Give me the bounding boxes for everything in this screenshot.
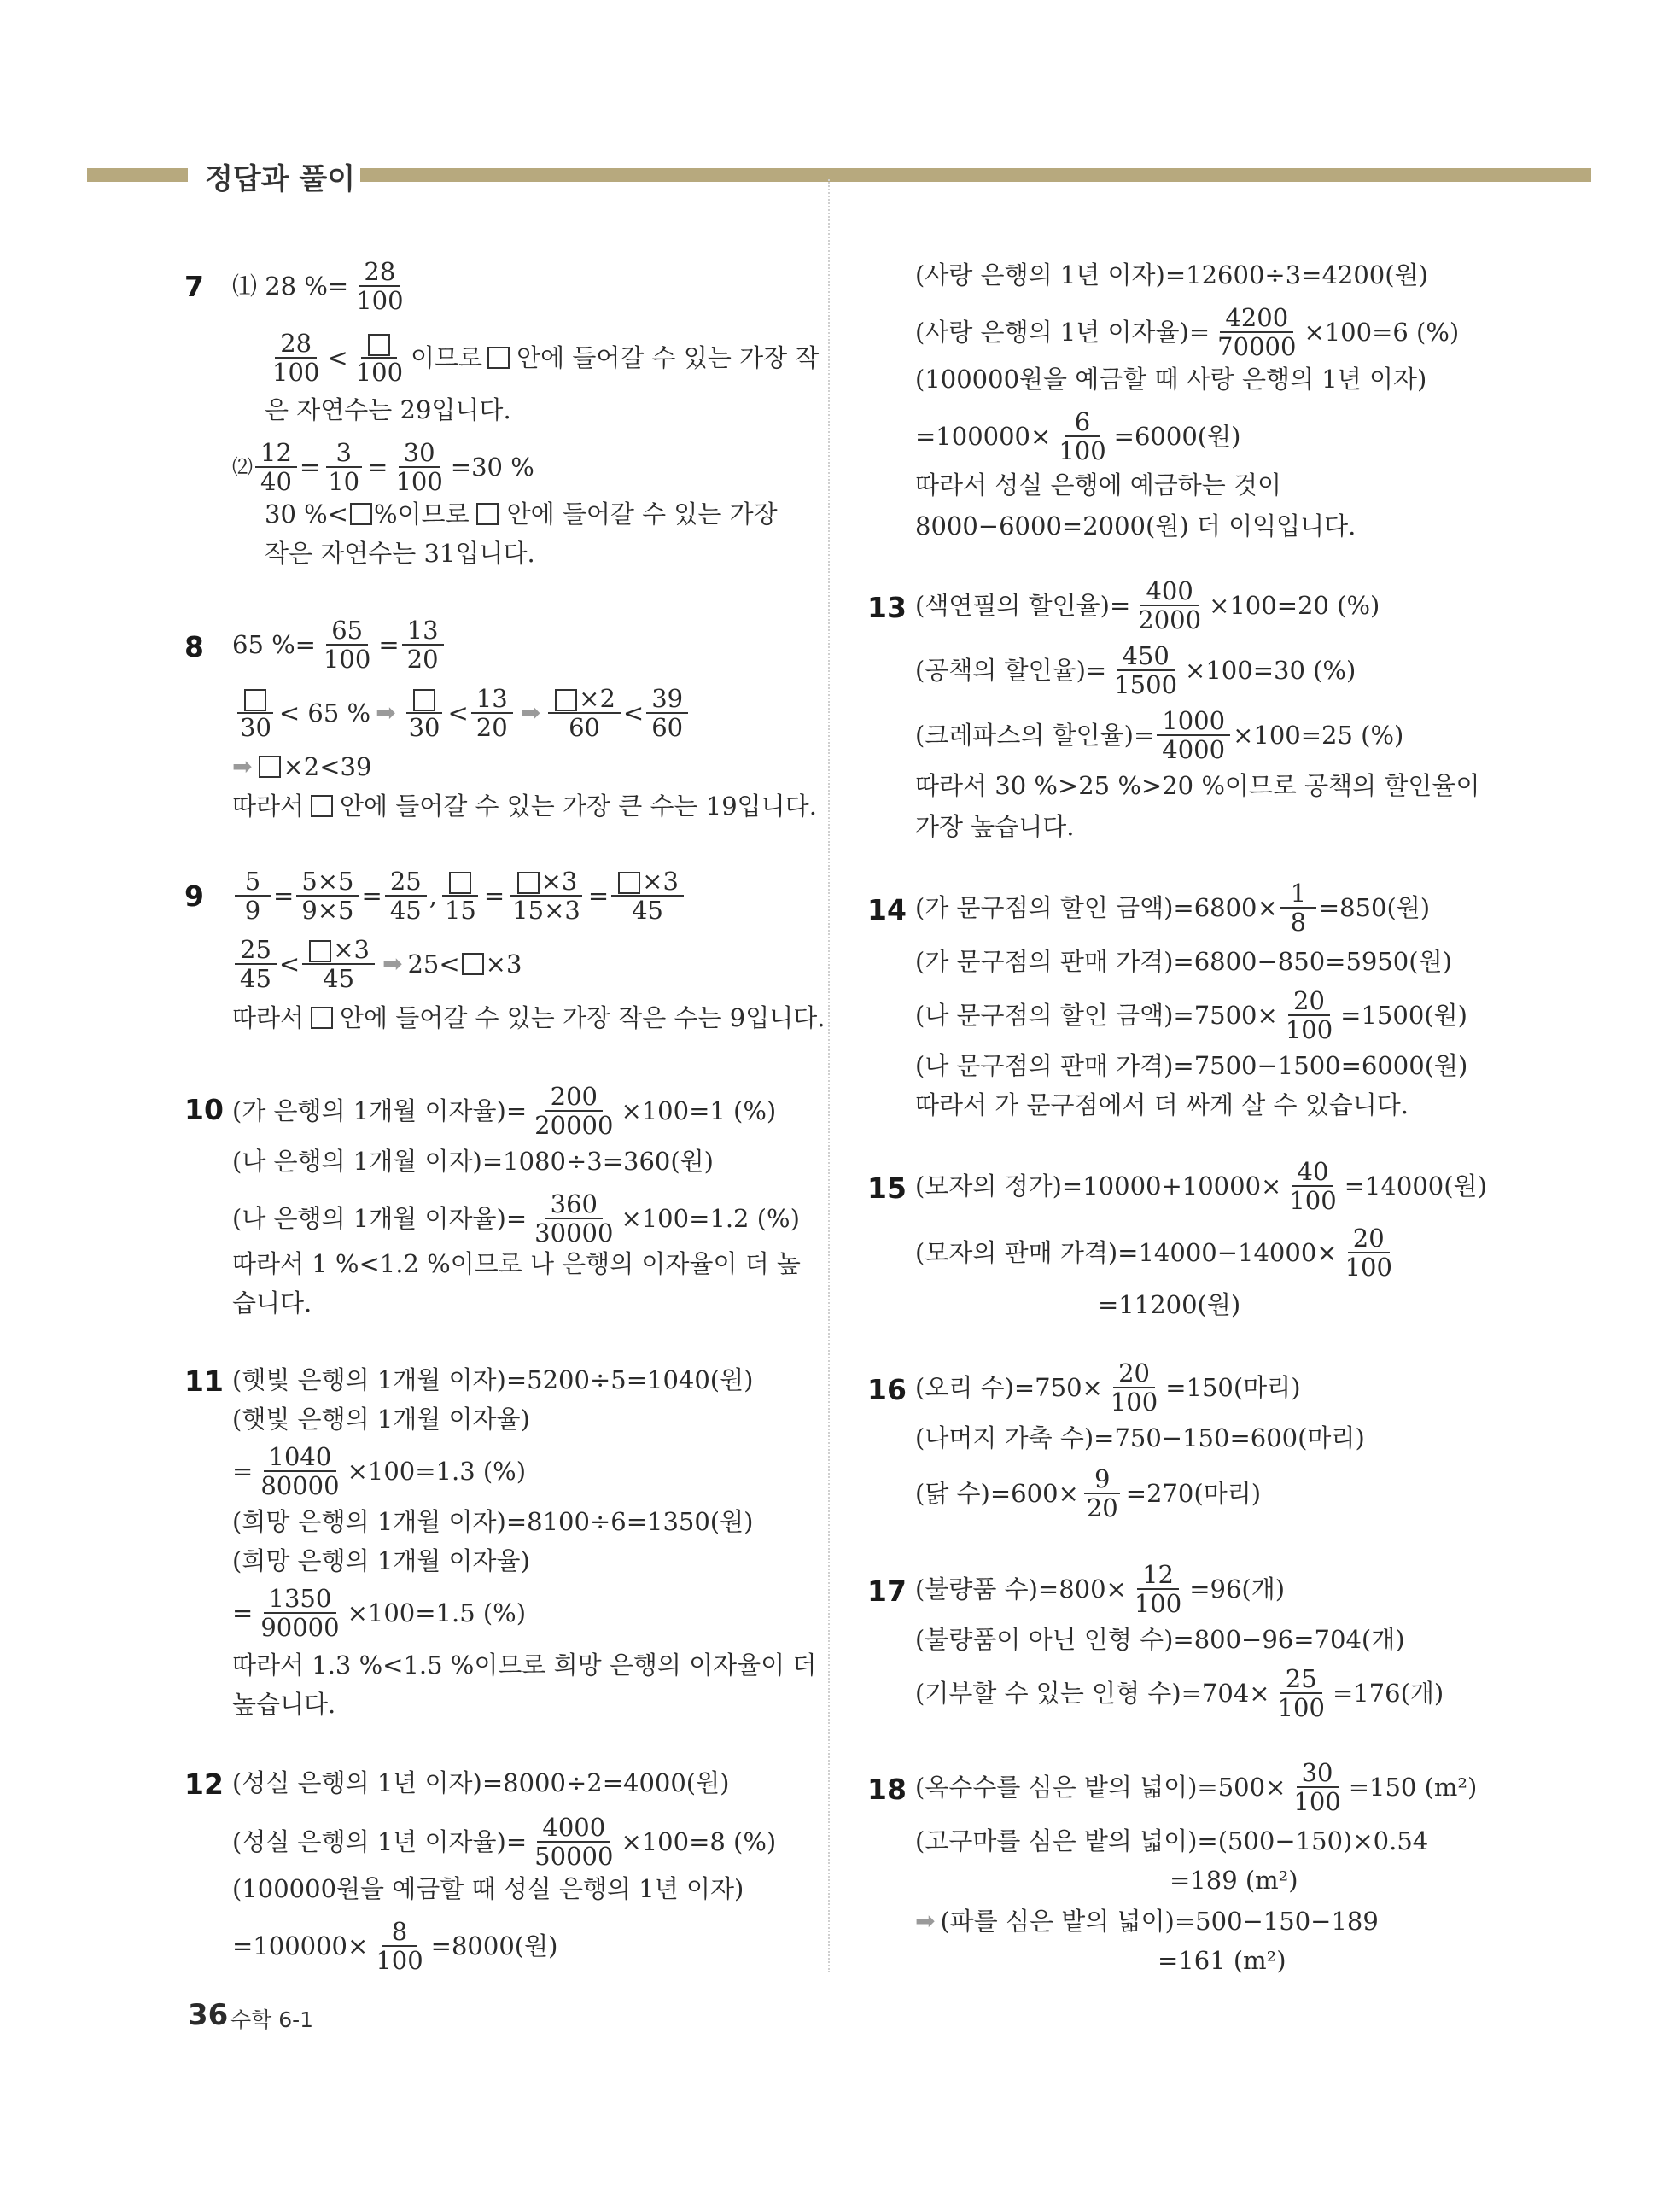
fraction — [440, 868, 481, 924]
text: ×3 — [485, 949, 522, 979]
text: (사랑 은행의 1년 이자율)= — [915, 318, 1210, 347]
text: =150 (m²) — [1348, 1773, 1478, 1802]
denominator: 100 — [356, 286, 404, 315]
blank-box-icon — [487, 347, 510, 369]
fraction — [255, 439, 297, 495]
p18-line-2: (고구마를 심은 밭의 넓이)=(500−150)×0.54 — [915, 1826, 1429, 1855]
blank-box-icon — [309, 940, 331, 962]
denominator: 100 — [272, 358, 320, 387]
problem-number: 13 — [867, 591, 907, 624]
text: =150(마리) — [1165, 1373, 1301, 1402]
denominator: 20 — [406, 645, 439, 674]
p15-line-2 — [915, 1224, 1400, 1281]
blank-box-icon — [350, 503, 372, 525]
text: =850(원) — [1318, 893, 1431, 922]
text: =30 % — [450, 453, 534, 482]
p9-line-3 — [232, 1002, 825, 1033]
fraction — [351, 258, 408, 314]
blank-box-icon — [462, 953, 484, 975]
denominator: 9 — [244, 896, 261, 925]
p12-line-7: (100000원을 예금할 때 사랑 은행의 1년 이자) — [915, 365, 1427, 394]
numerator: 450 — [1117, 642, 1174, 671]
text: (크레파스의 할인율)= — [915, 721, 1155, 750]
text: =1500(원) — [1340, 1001, 1467, 1030]
fraction — [1280, 879, 1316, 936]
numerator — [510, 868, 583, 897]
text: (나 문구점의 할인 금액)=7500× — [915, 1001, 1278, 1030]
p10-line-1 — [232, 1083, 776, 1139]
p7-line-1 — [232, 258, 411, 314]
denominator: 45 — [632, 896, 663, 925]
numerator: 1040 — [264, 1443, 337, 1472]
blank-box-icon — [449, 872, 471, 894]
text: ×100=1.2 (%) — [621, 1204, 800, 1233]
blank-box-icon — [618, 872, 640, 894]
numerator: 360 — [545, 1190, 603, 1219]
denominator: 100 — [1134, 1589, 1182, 1618]
numerator: 1 — [1280, 879, 1316, 909]
fraction — [1105, 1359, 1163, 1416]
numerator — [442, 868, 478, 897]
text: 따라서 — [232, 792, 305, 821]
denominator: 20 — [475, 713, 508, 742]
denominator: 9×5 — [301, 896, 354, 925]
fraction — [323, 439, 365, 495]
p13-line-3 — [915, 707, 1403, 763]
text: 65 %= — [232, 630, 316, 659]
numerator — [237, 685, 273, 714]
numerator — [361, 330, 397, 359]
blank-box-icon — [311, 795, 333, 817]
fraction — [1109, 642, 1182, 698]
numerator: 400 — [1140, 577, 1198, 606]
header-bar-left — [87, 168, 188, 182]
denominator: 80000 — [260, 1471, 340, 1500]
numerator: 20 — [1288, 987, 1330, 1016]
fraction — [1157, 707, 1230, 763]
arrow-right-icon: ➡ — [520, 698, 541, 727]
text: < — [327, 343, 348, 372]
p11-line-5: (희망 은행의 1개월 이자율) — [232, 1546, 530, 1575]
p16-line-2: (나머지 가축 수)=750−150=600(마리) — [915, 1423, 1365, 1452]
p7-line-3: 은 자연수는 29입니다. — [265, 395, 511, 424]
numerator: 20 — [1348, 1224, 1390, 1253]
numerator: 6 — [1065, 408, 1100, 437]
problem-number: 16 — [867, 1373, 907, 1406]
text: ×2 — [579, 684, 615, 713]
numerator — [302, 936, 375, 965]
text: (공책의 할인율)= — [915, 656, 1107, 685]
problem-number: 14 — [867, 893, 907, 926]
text: =6000(원) — [1113, 422, 1241, 451]
text: =8000(원) — [430, 1931, 558, 1960]
problem-number: 11 — [184, 1364, 224, 1398]
text: ×100=25 (%) — [1233, 721, 1404, 750]
p12-line-8 — [915, 408, 1240, 464]
text: ×100=6 (%) — [1304, 318, 1460, 347]
fraction — [385, 868, 427, 924]
p18-line-5: =161 (m²) — [1158, 1946, 1286, 1975]
numerator — [548, 685, 621, 714]
blank-box-icon — [517, 872, 540, 894]
denominator: 60 — [651, 713, 684, 742]
numerator: 40 — [1292, 1158, 1334, 1187]
denominator: 2000 — [1138, 605, 1202, 634]
p7-line-6: 작은 자연수는 31입니다. — [265, 539, 535, 568]
text: ×3 — [642, 867, 679, 896]
p10-line-4: 따라서 1 %<1.2 %이므로 나 은행의 이자율이 더 높 — [232, 1249, 801, 1278]
denominator: 10 — [328, 467, 360, 496]
p7-line-5 — [265, 499, 778, 529]
numerator: 200 — [545, 1083, 603, 1112]
denominator: 45 — [323, 964, 355, 993]
fraction — [548, 685, 621, 741]
numerator — [611, 868, 684, 897]
denominator: 100 — [1285, 1015, 1333, 1044]
fraction — [255, 1443, 344, 1499]
fraction — [1288, 1759, 1345, 1815]
numerator: 12 — [255, 439, 297, 468]
denominator: 90000 — [260, 1613, 340, 1642]
fraction — [1273, 1665, 1330, 1721]
fraction — [1212, 304, 1301, 360]
numerator: 13 — [402, 616, 444, 646]
arrow-right-icon: ➡ — [915, 1907, 936, 1935]
denominator: 100 — [1277, 1693, 1325, 1722]
text: 30 %< — [265, 500, 348, 529]
p14-line-4: (나 문구점의 판매 가격)=7500−1500=6000(원) — [915, 1051, 1468, 1080]
p8-line-4 — [232, 791, 817, 821]
text: (불량품 수)=800× — [915, 1575, 1127, 1604]
denominator: 100 — [1345, 1253, 1392, 1282]
fraction — [318, 616, 376, 673]
text: 안에 들어갈 수 있는 가장 — [506, 500, 778, 529]
fraction — [351, 330, 408, 386]
numerator: 20 — [1113, 1359, 1155, 1388]
text: =96(개) — [1189, 1575, 1286, 1604]
denominator: 100 — [1289, 1186, 1337, 1215]
arrow-right-icon: ➡ — [382, 949, 403, 978]
p16-line-1 — [915, 1359, 1301, 1416]
p9-line-1: $\frac{5}{9}$ = $\frac{5\times 5}{9\times 5}$ = $\frac{25}{45}$ , 15 = $\frac{\times 3}{15\times 3}$ = $\frac{\times 3}{45}$ — [232, 868, 686, 924]
p7-line-2 — [265, 330, 819, 386]
p17-line-2: (불량품이 아닌 인형 수)=800−96=704(개) — [915, 1625, 1405, 1654]
text: ×3 — [333, 935, 370, 964]
denominator: 45 — [240, 964, 271, 993]
p16-line-3 — [915, 1465, 1261, 1522]
fraction — [1082, 1465, 1123, 1522]
p18-line-3: =189 (m²) — [1170, 1866, 1298, 1895]
problem-number: 17 — [867, 1575, 907, 1608]
p17-line-3 — [915, 1665, 1444, 1721]
numerator: 5×5 — [296, 868, 359, 897]
blank-box-icon — [413, 689, 435, 711]
problem-number: 8 — [184, 630, 204, 663]
p12-line-10: 8000−6000=2000(원) 더 이익입니다. — [915, 511, 1356, 540]
p12-line-9: 따라서 성실 은행에 예금하는 것이 — [915, 470, 1282, 500]
fraction — [404, 685, 446, 741]
p15-line-1 — [915, 1158, 1487, 1214]
text: =100000× — [232, 1931, 369, 1960]
arrow-right-icon: ➡ — [232, 752, 253, 780]
p8-line-2: 30 < 65 % ➡ 30 < $\frac{13}{20}$ ➡ $\frac{\times 2}{60}$ < $\frac{39}{60}$ — [232, 685, 691, 741]
text: ×100=1.3 (%) — [347, 1457, 527, 1486]
column-divider — [828, 179, 830, 1972]
fraction — [267, 330, 324, 386]
fraction — [1340, 1224, 1397, 1281]
p14-line-1 — [915, 879, 1430, 936]
text: (가 은행의 1개월 이자율)= — [232, 1096, 528, 1125]
fraction — [1133, 577, 1206, 634]
text: 따라서 — [232, 1003, 305, 1032]
text: (성실 은행의 1년 이자율)= — [232, 1827, 528, 1856]
p7-line-4: ⑵ $\frac{12}{40}$ = $\frac{3}{10}$ = $\frac{30}{100}$ =30 % — [232, 438, 534, 496]
blank-box-icon — [476, 503, 499, 525]
p11-line-8: 높습니다. — [232, 1690, 336, 1719]
fraction — [235, 685, 277, 741]
p10-line-5: 습니다. — [232, 1288, 312, 1318]
page-header — [0, 0, 1680, 222]
numerator: 65 — [326, 616, 368, 646]
text: 이므로 — [411, 343, 483, 372]
p11-line-1: (햇빛 은행의 1개월 이자)=5200÷5=1040(원) — [232, 1365, 754, 1394]
footer-subject: 수학 6-1 — [230, 2007, 314, 2032]
numerator: 25 — [385, 868, 427, 897]
denominator: 100 — [355, 358, 404, 387]
problem-number: 18 — [867, 1773, 907, 1806]
p14-line-2: (가 문구점의 판매 가격)=6800−850=5950(원) — [915, 947, 1452, 976]
numerator: 4000 — [537, 1814, 610, 1843]
denominator: 30 — [240, 713, 271, 742]
numerator: 30 — [1297, 1759, 1339, 1788]
denominator: 30000 — [534, 1218, 614, 1247]
p12-line-4 — [232, 1918, 557, 1974]
denominator: 8 — [1290, 908, 1307, 937]
denominator: 70000 — [1217, 332, 1297, 361]
p12-line-1: (성실 은행의 1년 이자)=8000÷2=4000(원) — [232, 1768, 730, 1797]
problem-number: 10 — [184, 1093, 224, 1126]
text: 안에 들어갈 수 있는 가장 작은 수는 9입니다. — [340, 1003, 825, 1032]
text: %이므로 — [373, 500, 470, 529]
p13-line-5: 가장 높습니다. — [915, 812, 1075, 841]
text: (모자의 판매 가격)=14000−14000× — [915, 1238, 1338, 1267]
denominator: 40 — [260, 467, 292, 496]
fraction — [646, 685, 688, 741]
numerator: 4200 — [1220, 304, 1293, 333]
p15-line-3: =11200(원) — [1098, 1290, 1241, 1319]
numerator — [406, 685, 442, 714]
fraction — [402, 616, 444, 673]
numerator: 30 — [399, 439, 440, 468]
p11-line-4: (희망 은행의 1개월 이자)=8100÷6=1350(원) — [232, 1507, 754, 1536]
p12-line-3: (100000원을 예금할 때 성실 은행의 1년 이자) — [232, 1874, 744, 1903]
numerator: 8 — [382, 1918, 417, 1947]
fraction — [1053, 408, 1111, 464]
p13-line-1 — [915, 577, 1380, 634]
fraction — [1280, 987, 1338, 1043]
p11-line-6 — [232, 1585, 526, 1641]
fraction — [255, 1585, 344, 1641]
text: (옥수수를 심은 밭의 넓이)=500× — [915, 1773, 1286, 1802]
text: 안에 들어갈 수 있는 가장 작 — [516, 343, 820, 372]
fraction — [507, 868, 586, 924]
fraction — [296, 868, 359, 924]
numerator: 3 — [326, 439, 362, 468]
p14-line-3 — [915, 987, 1467, 1043]
denominator: 100 — [323, 645, 371, 674]
p11-line-3 — [232, 1443, 526, 1499]
fraction — [235, 868, 271, 924]
p10-line-2: (나 은행의 1개월 이자)=1080÷3=360(원) — [232, 1147, 714, 1176]
numerator: 13 — [471, 685, 513, 714]
p11-line-7: 따라서 1.3 %<1.5 %이므로 희망 은행의 이자율이 더 — [232, 1651, 817, 1680]
p11-line-2: (햇빛 은행의 1개월 이자율) — [232, 1405, 530, 1434]
problem-number: 12 — [184, 1767, 224, 1801]
p8-line-3 — [232, 751, 371, 782]
problem-number: 15 — [867, 1171, 907, 1205]
p12-line-2 — [232, 1814, 776, 1870]
p17-line-1 — [915, 1561, 1285, 1617]
header-title: 정답과 풀이 — [205, 162, 356, 196]
text: (파를 심은 밭의 넓이)=500−150−189 — [940, 1907, 1379, 1936]
p12-line-5: (사랑 은행의 1년 이자)=12600÷3=4200(원) — [915, 260, 1428, 289]
text: 25< — [407, 949, 460, 979]
denominator: 60 — [569, 713, 600, 742]
p10-line-3 — [232, 1190, 800, 1247]
denominator: 20000 — [534, 1111, 614, 1140]
denominator: 100 — [395, 467, 443, 496]
numerator: 9 — [1084, 1465, 1120, 1494]
text: < 65 % — [278, 698, 371, 727]
text: (닭 수)=600× — [915, 1479, 1079, 1508]
fraction — [390, 439, 447, 495]
numerator: 12 — [1137, 1561, 1179, 1590]
numerator: 1350 — [264, 1585, 337, 1614]
fraction — [302, 936, 375, 992]
text: = — [232, 1457, 254, 1486]
denominator: 100 — [1293, 1787, 1341, 1816]
blank-box-icon — [368, 334, 390, 356]
p18-line-4 — [915, 1906, 1379, 1937]
numerator: 39 — [646, 685, 688, 714]
denominator: 4000 — [1162, 735, 1226, 764]
blank-box-icon — [555, 689, 577, 711]
text: 안에 들어갈 수 있는 가장 큰 수는 19입니다. — [340, 792, 817, 821]
denominator: 1500 — [1114, 670, 1178, 699]
p9-line-2: $\frac{25}{45}$ < $\frac{\times 3}{45}$ ➡ 25< ×3 — [232, 936, 522, 992]
fraction — [1129, 1561, 1187, 1617]
denominator: 100 — [1059, 436, 1106, 465]
numerator: 28 — [359, 258, 400, 287]
fraction — [529, 1083, 618, 1139]
text: ×100=8 (%) — [621, 1827, 777, 1856]
denominator: 20 — [1086, 1493, 1118, 1522]
denominator: 100 — [376, 1946, 423, 1975]
text: ⑵ — [232, 455, 253, 479]
p13-line-4: 따라서 30 %>25 %>20 %이므로 공책의 할인율이 — [915, 771, 1480, 800]
text: ×100=30 (%) — [1185, 656, 1356, 685]
text: ×100=1 (%) — [621, 1096, 777, 1125]
fraction — [471, 685, 513, 741]
text: (오리 수)=750× — [915, 1373, 1103, 1402]
denominator: 15 — [444, 896, 476, 925]
denominator: 100 — [1110, 1388, 1158, 1417]
text: ⑴ 28 %= — [232, 272, 349, 301]
text: (색연필의 할인율)= — [915, 591, 1131, 620]
text: =176(개) — [1332, 1679, 1444, 1708]
numerator: 1000 — [1157, 707, 1230, 736]
p18-line-1 — [915, 1759, 1477, 1815]
p14-line-5: 따라서 가 문구점에서 더 싸게 살 수 있습니다. — [915, 1090, 1409, 1119]
blank-box-icon — [311, 1007, 333, 1029]
text: ×100=1.5 (%) — [347, 1598, 527, 1627]
text: (나 은행의 1개월 이자율)= — [232, 1204, 528, 1233]
text: =100000× — [915, 422, 1052, 451]
denominator: 50000 — [534, 1842, 614, 1871]
blank-box-icon — [259, 756, 281, 778]
text: ×2<39 — [283, 752, 372, 781]
text: =14000(원) — [1344, 1171, 1487, 1201]
denominator: 15×3 — [512, 896, 580, 925]
text: (가 문구점의 할인 금액)=6800× — [915, 893, 1278, 922]
problem-number: 7 — [184, 270, 204, 303]
text: ×3 — [540, 867, 578, 896]
text: = — [232, 1598, 254, 1627]
fraction — [611, 868, 684, 924]
text: (기부할 수 있는 인형 수)=704× — [915, 1679, 1270, 1708]
blank-box-icon — [244, 689, 266, 711]
numerator: 25 — [235, 936, 277, 965]
numerator: 25 — [1280, 1665, 1322, 1694]
text: =270(마리) — [1125, 1479, 1262, 1508]
denominator: 30 — [408, 713, 440, 742]
p12-line-6 — [915, 304, 1459, 360]
fraction — [370, 1918, 428, 1974]
p8-line-1: 65 %= $\frac{65}{100}$ = $\frac{13}{20}$ — [232, 616, 446, 673]
numerator: 5 — [235, 868, 271, 897]
fraction — [529, 1814, 618, 1870]
fraction — [235, 936, 277, 992]
header-bar-right — [360, 168, 1591, 182]
text: ×100=20 (%) — [1209, 591, 1380, 620]
fraction — [529, 1190, 618, 1247]
page-number: 36 — [188, 1998, 229, 2032]
denominator: 45 — [389, 896, 422, 925]
fraction — [1284, 1158, 1341, 1214]
numerator: 28 — [275, 330, 317, 359]
arrow-right-icon: ➡ — [376, 698, 396, 727]
text: (모자의 정가)=10000+10000× — [915, 1171, 1282, 1201]
p13-line-2 — [915, 642, 1356, 698]
problem-number: 9 — [184, 879, 204, 913]
